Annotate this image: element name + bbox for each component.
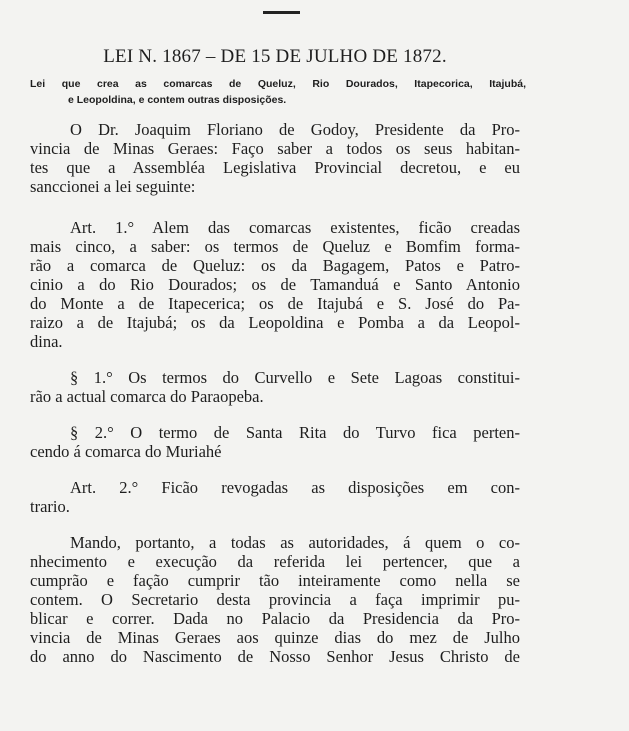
text-line: Mando, portanto, a todas as autoridades, á quem o co- [70, 533, 520, 552]
text-line: blicar e correr. Dada no Palacio da Presidencia da Pro- [30, 609, 520, 628]
paragraph-2 [30, 423, 520, 461]
text-line: vincia de Minas Geraes: Faço saber a todos os seus habitan- [30, 139, 520, 158]
text-line: cumprão e fação cumprir tão inteiramente como nella se [30, 571, 520, 590]
text-line: dina. [30, 332, 63, 351]
text-line: do anno do Nascimento de Nosso Senhor Jesus Christo de [30, 647, 520, 666]
law-summary [30, 76, 526, 108]
article-1 [30, 218, 520, 351]
text-line: tes que a Assembléa Legislativa Provincial decretou, e eu [30, 158, 520, 177]
closing-paragraph [30, 533, 520, 666]
paragraph-1 [30, 368, 520, 406]
text-line: vincia de Minas Geraes aos quinze dias do mez de Julho [30, 628, 520, 647]
text-line: rão a comarca de Queluz: os da Bagagem, Patos e Patro- [30, 256, 520, 275]
text-line: cinio a do Rio Dourados; os de Tamanduá e Santo Antonio [30, 275, 520, 294]
text-line: do Monte a de Itapecerica; os de Itajubá e S. José do Pa- [30, 294, 520, 313]
text-line: mais cinco, a saber: os termos de Queluz e Bomfim forma- [30, 237, 520, 256]
header-rule [263, 11, 300, 14]
summary-line: e Leopoldina, e contem outras disposições. [68, 94, 287, 106]
law-title: LEI N. 1867 – DE 15 DE JULHO DE 1872. [103, 46, 447, 67]
text-line: § 2.° O termo de Santa Rita do Turvo fica perten- [70, 423, 520, 442]
text-line: rão a actual comarca do Paraopeba. [30, 387, 264, 406]
text-line: sanccionei a lei seguinte: [30, 177, 196, 196]
text-line: nhecimento e execução da referida lei pertencer, que a [30, 552, 520, 571]
summary-line: Lei que crea as comarcas de Queluz, Rio Dourados, Itapecorica, Itajubá, [30, 78, 526, 90]
text-line: raizo a de Itajubá; os da Leopoldina e Pomba a da Leopol- [30, 313, 520, 332]
text-line: Art. 1.° Alem das comarcas existentes, ficão creadas [70, 218, 520, 237]
article-2 [30, 478, 520, 516]
text-line: O Dr. Joaquim Floriano de Godoy, Presidente da Pro- [70, 120, 520, 139]
text-line: contem. O Secretario desta provincia a faça imprimir pu- [30, 590, 520, 609]
text-line: § 1.° Os termos do Curvello e Sete Lagoas constitui- [70, 368, 520, 387]
preamble [30, 120, 520, 196]
text-line: cendo á comarca do Muriahé [30, 442, 222, 461]
text-line: trario. [30, 497, 70, 516]
text-line: Art. 2.° Ficão revogadas as disposições em con- [70, 478, 520, 497]
